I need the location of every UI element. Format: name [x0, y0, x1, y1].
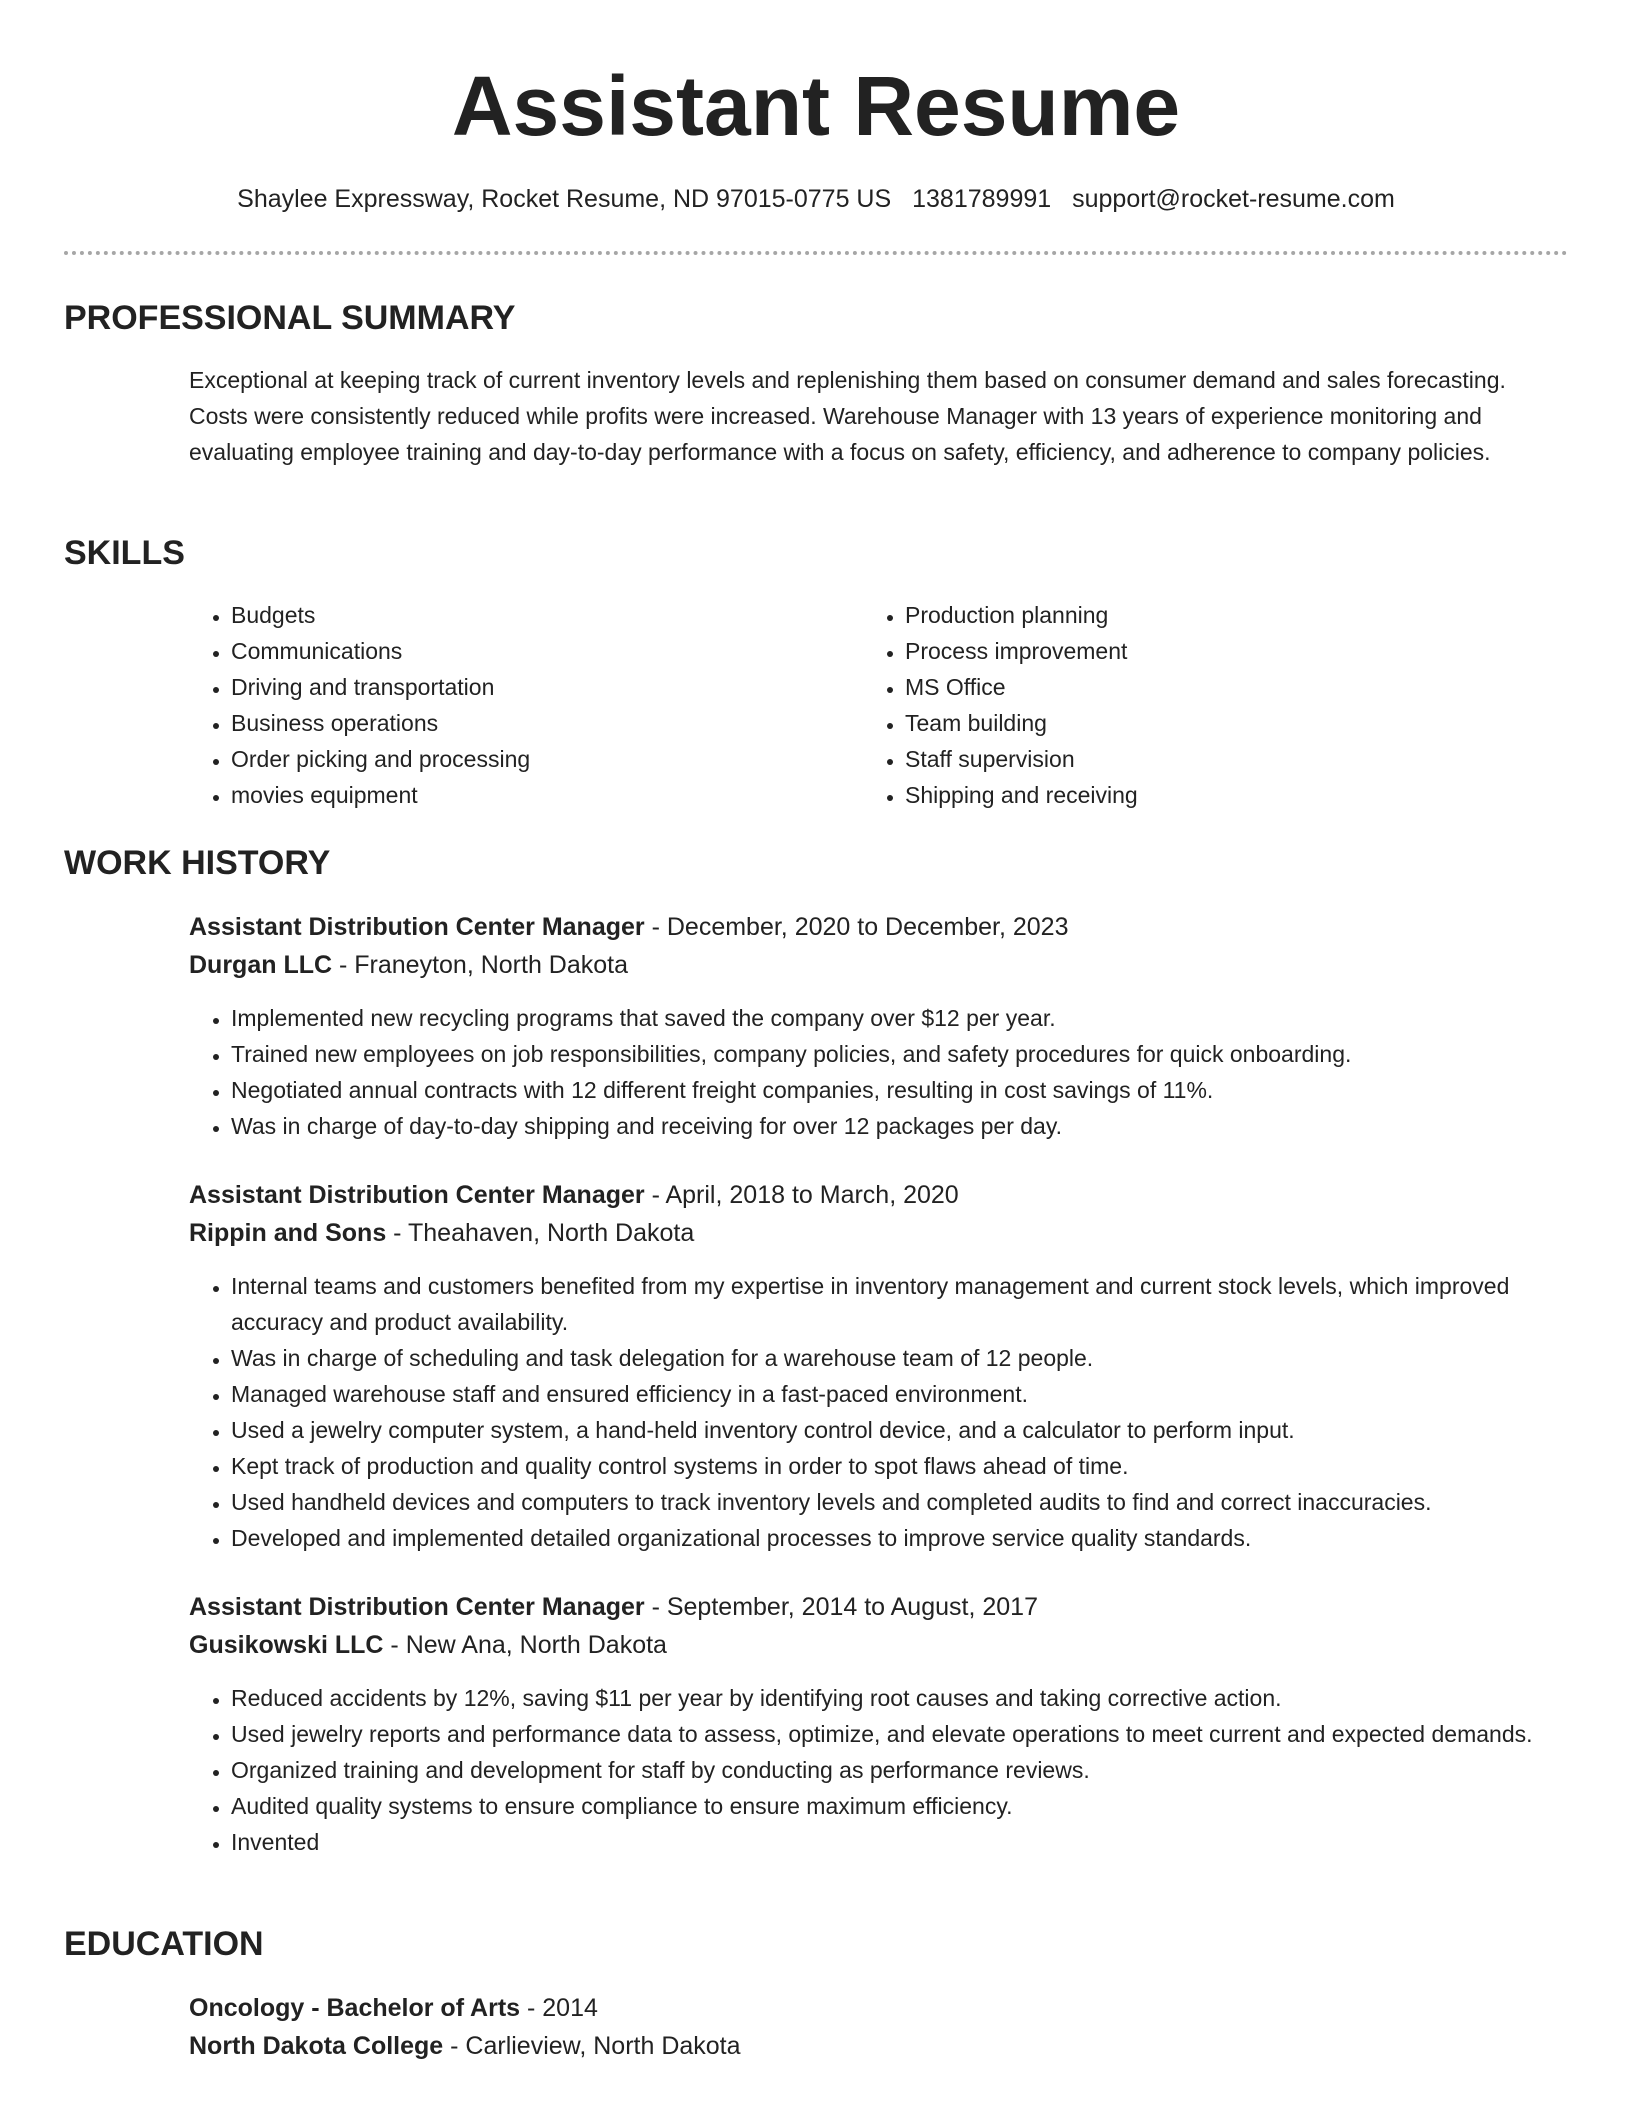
job-company-line	[189, 1215, 694, 1251]
job-bullet: • Internal teams and customers benefited from my expertise in inventory management and current stock levels, which improved accuracy and product availability.	[231, 1268, 1571, 1340]
job-bullet: • Trained new employees on job responsibilities, company policies, and safety procedures for quick onboarding.	[231, 1036, 1611, 1072]
job-bullet: • Negotiated annual contracts with 12 different freight companies, resulting in cost savings of 11%.	[231, 1072, 1611, 1108]
job-bullet: • Was in charge of day-to-day shipping and receiving for over 12 packages per day.	[231, 1108, 1611, 1144]
job-bullet: • Used a jewelry computer system, a hand-held inventory control device, and a calculator to perform input.	[231, 1412, 1571, 1448]
job-title: Assistant Distribution Center Manager	[189, 1181, 645, 1209]
job-location: - Franeyton, North Dakota	[332, 951, 629, 979]
skill-item: • Process improvement	[905, 633, 1525, 669]
job-bullets	[187, 1000, 1611, 1144]
job-dates: - April, 2018 to March, 2020	[644, 1181, 959, 1209]
work-history-heading: WORK HISTORY	[64, 844, 331, 882]
job-dates: - December, 2020 to December, 2023	[644, 913, 1069, 941]
job-company: Durgan LLC	[189, 951, 333, 979]
skill-item: • Shipping and receiving	[905, 777, 1525, 813]
contact-email: support@rocket-resume.com	[1072, 185, 1395, 213]
job-title: Assistant Distribution Center Manager	[189, 913, 645, 941]
header-divider	[64, 251, 1568, 255]
job-bullets	[187, 1680, 1571, 1860]
job-bullet: • Organized training and development for staff by conducting as performance reviews.	[231, 1752, 1571, 1788]
job-bullet: • Reduced accidents by 12%, saving $11 per year by identifying root causes and taking corrective action.	[231, 1680, 1571, 1716]
skill-item: • Business operations	[231, 705, 851, 741]
skills-list-right	[861, 597, 1525, 813]
summary-heading: PROFESSIONAL SUMMARY	[64, 299, 516, 337]
summary-text: Exceptional at keeping track of current inventory levels and replenishing them based on consumer demand and sales forecasting. Costs were consistently reduced while profits were increased. Warehouse Manager with 13 years of experience monitoring and evaluating employee training and day-to-day performance with a focus on safety, efficiency, and adherence to company policies.	[189, 367, 1506, 465]
job-bullet: • Kept track of production and quality control systems in order to spot flaws ahead of time.	[231, 1448, 1571, 1484]
job-title-line	[189, 1589, 1038, 1625]
job-dates: - September, 2014 to August, 2017	[644, 1593, 1038, 1621]
skill-item: • Production planning	[905, 597, 1525, 633]
job-bullets	[187, 1268, 1571, 1556]
job-location: - New Ana, North Dakota	[383, 1631, 667, 1659]
education-school-line	[189, 2028, 741, 2064]
skill-item: • Communications	[231, 633, 851, 669]
job-company-line	[189, 1627, 667, 1663]
job-bullet: • Developed and implemented detailed organizational processes to improve service quality standards.	[231, 1520, 1571, 1556]
skill-item: • Order picking and processing	[231, 741, 851, 777]
job-bullet: • Used handheld devices and computers to track inventory levels and completed audits to find and correct inaccuracies.	[231, 1484, 1571, 1520]
education-degree-line	[189, 1990, 598, 2026]
job-bullet: • Implemented new recycling programs that saved the company over $12 per year.	[231, 1000, 1611, 1036]
education-year: - 2014	[520, 1994, 598, 2022]
job-bullet: • Audited quality systems to ensure compliance to ensure maximum efficiency.	[231, 1788, 1571, 1824]
skill-item: • Team building	[905, 705, 1525, 741]
job-company-line	[189, 947, 628, 983]
job-bullet: • Was in charge of scheduling and task delegation for a warehouse team of 12 people.	[231, 1340, 1571, 1376]
job-bullet: • Used jewelry reports and performance data to assess, optimize, and elevate operations to meet current and expected demands.	[231, 1716, 1571, 1752]
skills-heading: SKILLS	[64, 534, 185, 572]
skill-item: • movies equipment	[231, 777, 851, 813]
contact-address: Shaylee Expressway, Rocket Resume, ND 97015-0775 US	[237, 185, 892, 213]
job-location: - Theahaven, North Dakota	[386, 1219, 695, 1247]
education-degree: Oncology - Bachelor of Arts	[189, 1994, 521, 2022]
job-title-line	[189, 909, 1069, 945]
job-bullet: • Managed warehouse staff and ensured efficiency in a fast-paced environment.	[231, 1376, 1571, 1412]
resume-title: Assistant Resume	[451, 59, 1181, 153]
contact-phone: 1381789991	[912, 185, 1052, 213]
skill-item: • MS Office	[905, 669, 1525, 705]
job-company: Rippin and Sons	[189, 1219, 387, 1247]
education-location: - Carlieview, North Dakota	[443, 2032, 741, 2060]
education-school: North Dakota College	[189, 2032, 444, 2060]
contact-line	[0, 183, 1632, 215]
education-heading: EDUCATION	[64, 1925, 264, 1963]
job-bullet: • Invented	[231, 1824, 1571, 1860]
skill-item: • Staff supervision	[905, 741, 1525, 777]
job-company: Gusikowski LLC	[189, 1631, 384, 1659]
job-title-line	[189, 1177, 959, 1213]
skills-list-left	[187, 597, 851, 813]
skill-item: • Budgets	[231, 597, 851, 633]
skill-item: • Driving and transportation	[231, 669, 851, 705]
job-title: Assistant Distribution Center Manager	[189, 1593, 645, 1621]
